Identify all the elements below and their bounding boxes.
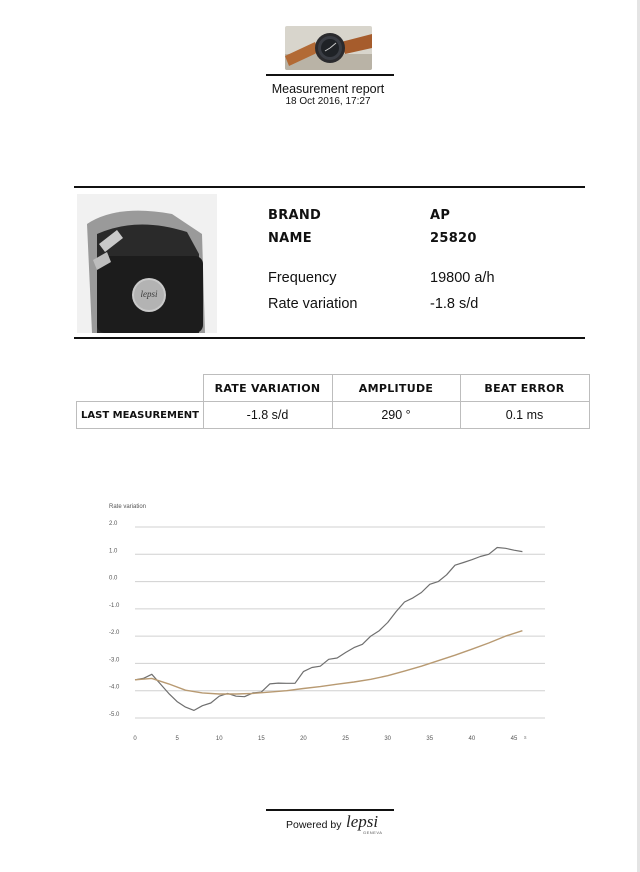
y-tick-label: -4.0 <box>109 684 120 691</box>
x-tick-label: 25 <box>342 736 349 742</box>
x-tick-label: 45 <box>510 736 518 742</box>
y-tick-label: -5.0 <box>109 712 120 718</box>
watch-photo-logo: lepsi <box>140 289 158 299</box>
x-axis-ticks <box>133 736 518 742</box>
y-tick-label: 1.0 <box>109 548 118 555</box>
x-tick-label: 30 <box>384 736 392 742</box>
x-tick-label: 15 <box>257 736 265 742</box>
y-tick-label: -1.0 <box>109 602 120 609</box>
y-tick-label: -2.0 <box>109 630 120 637</box>
footer-logo: lepsi <box>346 812 379 831</box>
last-beat-error: 0.1 ms <box>460 402 589 429</box>
x-tick-label: 20 <box>300 736 307 742</box>
rate-variation-value: -1.8 s/d <box>430 296 479 312</box>
name-value: 25820 <box>430 231 477 246</box>
x-axis-unit: s <box>524 735 527 741</box>
x-tick-label: 40 <box>468 736 476 742</box>
footer-logo-sub: GENEVA <box>363 830 383 835</box>
header-rate-variation: RATE VARIATION <box>203 375 332 402</box>
x-tick-label: 10 <box>215 736 223 742</box>
last-amplitude: 290 ° <box>332 402 460 429</box>
chart-title: Rate variation <box>109 504 147 510</box>
y-tick-label: 0.0 <box>109 575 118 582</box>
report-date: 18 Oct 2016, 17:27 <box>285 96 371 107</box>
brand-value: AP <box>430 208 451 223</box>
header-amplitude: AMPLITUDE <box>332 375 460 402</box>
y-tick-label: 2.0 <box>109 521 118 527</box>
brand-label: BRAND <box>268 208 322 223</box>
last-measurement-label: LAST MEASUREMENT <box>77 402 204 429</box>
last-rate-variation: -1.8 s/d <box>203 402 332 429</box>
x-tick-label: 35 <box>426 736 434 742</box>
series-line-2 <box>135 631 522 694</box>
name-label: NAME <box>268 231 312 246</box>
report-title: Measurement report <box>271 82 385 96</box>
frequency-label: Frequency <box>268 270 337 286</box>
powered-by-label: Powered by <box>286 819 342 831</box>
header-beat-error: BEAT ERROR <box>460 375 589 402</box>
rate-variation-label: Rate variation <box>268 296 358 312</box>
x-tick-label: 5 <box>175 736 179 742</box>
x-tick-label: 0 <box>133 736 137 742</box>
y-tick-label: -3.0 <box>109 657 120 664</box>
footer-rule <box>266 809 394 811</box>
y-axis-ticks <box>109 521 120 718</box>
chart-series <box>135 548 522 711</box>
frequency-value: 19800 a/h <box>430 270 495 286</box>
